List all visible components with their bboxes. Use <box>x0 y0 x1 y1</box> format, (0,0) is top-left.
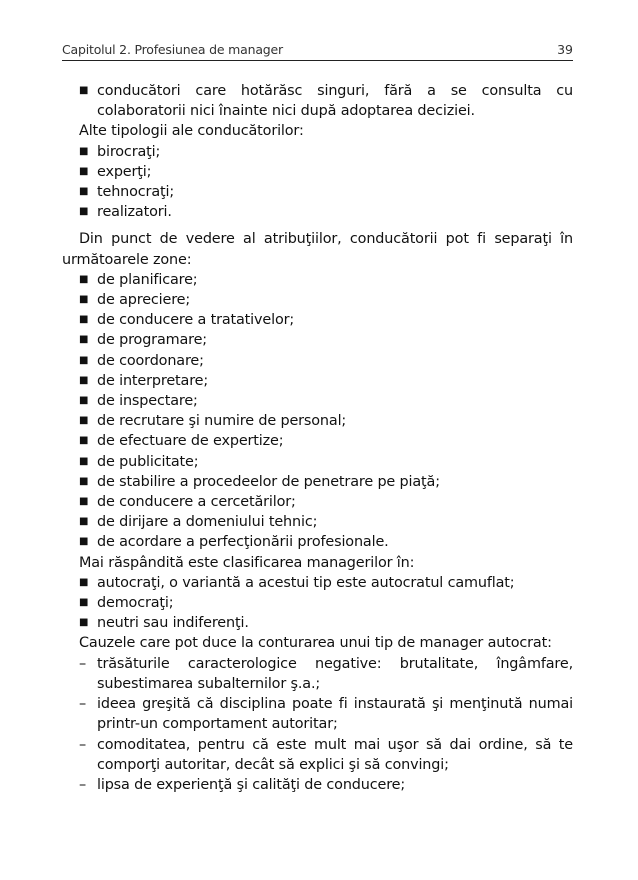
list-item <box>62 310 573 330</box>
list-item-text: realizatori. <box>97 204 172 221</box>
list-item <box>62 391 573 411</box>
list-item-text: neutri sau indiferenţi. <box>97 615 249 632</box>
list-item <box>62 371 573 391</box>
list-item-text: de planificare; <box>97 271 198 288</box>
bullet-marker-icon: ■ <box>79 597 89 609</box>
list-item-text: de efectuare de expertize; <box>97 433 284 450</box>
bullet-marker-icon: ■ <box>79 455 89 467</box>
list-item-text: de recrutare şi numire de personal; <box>97 413 347 430</box>
bullet-marker-icon: ■ <box>79 273 89 285</box>
section3-heading: Mai răspândită este clasificarea managerilor în: <box>79 554 415 571</box>
list-item-text: de inspectare; <box>97 393 198 410</box>
list-item <box>62 775 573 795</box>
bullet-marker-icon: ■ <box>79 186 89 198</box>
list-item <box>62 182 573 202</box>
list-item-text: de interpretare; <box>97 372 209 389</box>
section3-list <box>62 573 573 634</box>
list-item <box>62 270 573 290</box>
list-item-text: de conducere a tratativelor; <box>97 312 295 329</box>
bullet-marker-icon: ■ <box>79 334 89 346</box>
paragraph-spacer <box>62 222 573 229</box>
dash-marker-icon: – <box>79 736 87 753</box>
bullet-marker-icon: ■ <box>79 206 89 218</box>
bullet-marker-icon: ■ <box>79 354 89 366</box>
bullet-marker-icon: ■ <box>79 415 89 427</box>
bullet-marker-icon: ■ <box>79 165 89 177</box>
list-item-text: comoditatea, pentru că este mult mai uşor să dai ordine, să te comporţi autoritar, decât să explici şi să convingi; <box>97 736 573 773</box>
list-item-text: de conducere a cercetărilor; <box>97 494 296 511</box>
list-item-text: birocraţi; <box>97 143 161 160</box>
list-item <box>62 694 573 734</box>
dash-marker-icon: – <box>79 655 87 672</box>
list-item <box>62 290 573 310</box>
list-item <box>62 492 573 512</box>
page-number: 39 <box>557 42 573 57</box>
list-item-text: ideea greşită că disciplina poate fi instaurată şi menţinută numai printr-un comportament autoritar; <box>97 696 573 733</box>
bullet-marker-icon: ■ <box>79 294 89 306</box>
list-item-text: de stabilire a procedeelor de penetrare pe piaţă; <box>97 473 440 490</box>
list-item-text: experţi; <box>97 163 152 180</box>
list-item-text: autocraţi, o variantă a acestui tip este autocratul camuflat; <box>97 574 515 591</box>
bullet-marker-icon: ■ <box>79 314 89 326</box>
list-item-text: de dirijare a domeniului tehnic; <box>97 514 318 531</box>
list-item-text: tehnocraţi; <box>97 184 175 201</box>
section1-list <box>62 142 573 223</box>
list-item-text: democraţi; <box>97 595 174 612</box>
page-header <box>62 40 573 61</box>
list-item-text: de coordonare; <box>97 352 204 369</box>
list-item <box>62 452 573 472</box>
list-item <box>62 330 573 350</box>
bullet-marker-icon: ■ <box>79 435 89 447</box>
list-item <box>62 593 573 613</box>
page-body <box>62 81 573 795</box>
bullet-marker-icon: ■ <box>79 617 89 629</box>
list-item-text: trăsăturile caracterologice negative: brutalitate, îngâmfare, subestimarea subalternilor ş.a.; <box>97 655 573 692</box>
list-item <box>62 472 573 492</box>
section1-heading: Alte tipologii ale conducătorilor: <box>79 123 304 140</box>
bullet-marker-icon: ■ <box>79 496 89 508</box>
bullet-marker-icon: ■ <box>79 374 89 386</box>
list-item-text: lipsa de experienţă şi calităţi de conducere; <box>97 776 406 793</box>
list-item <box>62 654 573 694</box>
list-item <box>62 735 573 775</box>
section4-heading: Cauzele care pot duce la conturarea unui tip de manager autocrat: <box>79 635 552 652</box>
list-item <box>62 162 573 182</box>
section4-list <box>62 654 573 795</box>
bullet-marker-icon: ■ <box>79 395 89 407</box>
list-item <box>62 142 573 162</box>
dash-marker-icon: – <box>79 776 87 793</box>
list-item <box>62 512 573 532</box>
chapter-title: Capitolul 2. Profesiunea de manager <box>62 42 283 57</box>
bullet-marker-icon: ■ <box>79 475 89 487</box>
intro-bullet-text: conducători care hotărăsc singuri, fără a se consulta cu colaboratorii nici înainte nici după adoptarea deciziei. <box>97 83 573 120</box>
bullet-marker-icon: ■ <box>79 576 89 588</box>
list-item <box>62 351 573 371</box>
list-item-text: de apreciere; <box>97 292 191 309</box>
list-item <box>62 613 573 633</box>
list-item <box>62 431 573 451</box>
section2-paragraph: Din punct de vedere al atribuţiilor, conducătorii pot fi separaţi în următoarele zone: <box>62 231 573 268</box>
list-item-text: de publicitate; <box>97 453 199 470</box>
list-item <box>62 202 573 222</box>
list-item-text: de acordare a perfecţionării profesionale. <box>97 534 389 551</box>
dash-marker-icon: – <box>79 696 87 713</box>
bullet-marker-icon: ■ <box>79 85 89 96</box>
list-item <box>62 573 573 593</box>
bullet-marker-icon: ■ <box>79 145 89 157</box>
section2-list <box>62 270 573 553</box>
intro-bullet-item <box>62 81 573 121</box>
bullet-marker-icon: ■ <box>79 536 89 548</box>
list-item <box>62 411 573 431</box>
list-item <box>62 532 573 552</box>
list-item-text: de programare; <box>97 332 208 349</box>
bullet-marker-icon: ■ <box>79 516 89 528</box>
